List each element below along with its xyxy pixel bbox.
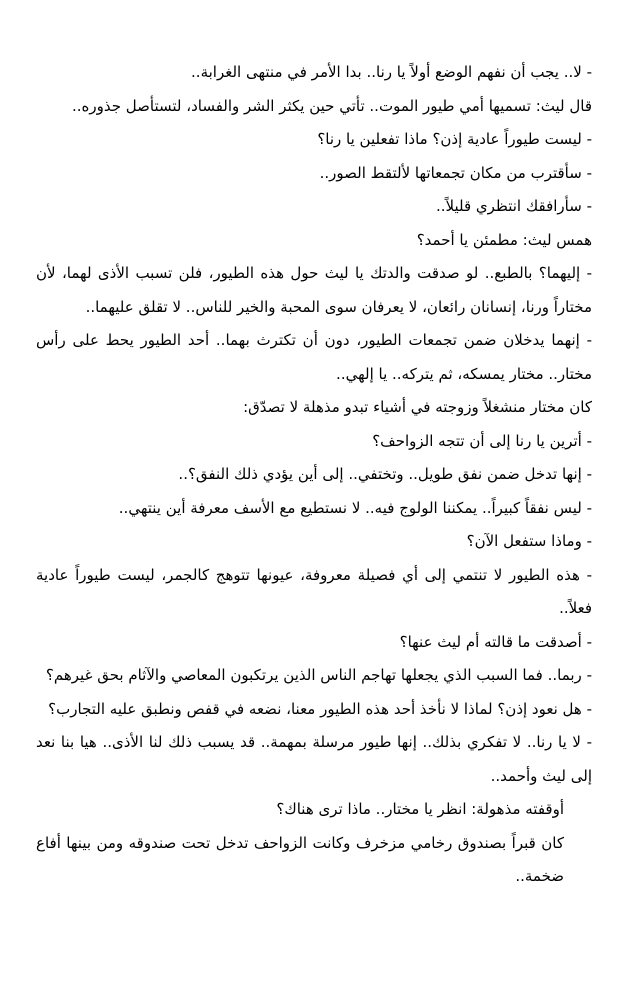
paragraph: كان مختار منشغلاً وزوجته في أشياء تبدو مذهلة لا تصدّق:	[243, 398, 592, 416]
paragraph: - إليهما؟ بالطبع.. لو صدقت والدتك يا ليث حول هذه الطيور، فلن تسبب الأذى لهما، لأن مختاراً ورنا، إنسانان رائعان، لا يعرفان سوى المحبة والخير للناس.. لا تقلق عليهما..	[36, 264, 592, 316]
paragraph: - أصدقت ما قالته أم ليث عنها؟	[399, 632, 592, 651]
paragraph: - وماذا ستفعل الآن؟	[466, 532, 592, 550]
paragraph: أوقفته مذهولة: انظر يا مختار.. ماذا ترى هناك؟	[276, 800, 564, 818]
paragraph: - ليس نفقاً كبيراً.. يمكننا الولوج فيه.. لا نستطيع مع الأسف معرفة أين ينتهي..	[118, 498, 592, 517]
paragraph: - سأقترب من مكان تجمعاتها لألتقط الصور..	[319, 163, 592, 182]
paragraph: - هذه الطيور لا تنتمي إلى أي فصيلة معروفة، عيونها تتوهج كالجمر، ليست طيوراً عادية فعلاً..	[36, 565, 592, 617]
paragraph: - ربما.. فما السبب الذي يجعلها تهاجم الناس الذين يرتكبون المعاصي والآثام بحق غيرهم؟	[45, 666, 592, 684]
paragraph: قال ليث: تسميها أمي طيور الموت.. تأتي حين يكثر الشر والفساد، لتستأصل جذوره..	[72, 96, 592, 115]
paragraph: - أترين يا رنا إلى أن تتجه الزواحف؟	[372, 431, 592, 450]
paragraph: - ليست طيوراً عادية إذن؟ ماذا تفعلين يا رنا؟	[317, 130, 592, 148]
paragraph: - لا يا رنا.. لا تفكري بذلك.. إنها طيور مرسلة بمهمة.. قد يسبب ذلك لنا الأذى.. هيا بنا نعد إلى ليث وأحمد..	[36, 733, 592, 785]
paragraph: كان قبراً بصندوق رخامي مزخرف وكانت الزواحف تدخل تحت صندوقه ومن بينها أفاع ضخمة..	[36, 833, 564, 885]
paragraph: - سأرافقك انتظري قليلاً..	[435, 197, 592, 215]
paragraph: - إنهما يدخلان ضمن تجمعات الطيور، دون أن تكترث بهما.. أحد الطيور يحط على رأس مختار.. مختار يمسكه، ثم يتركه.. يا إلهي..	[36, 331, 592, 383]
paragraph: - هل نعود إذن؟ لماذا لا نأخذ أحد هذه الطيور معنا، نضعه في قفص ونطبق عليه التجارب؟	[48, 699, 592, 718]
paragraph: - إنها تدخل ضمن نفق طويل.. وتختفي.. إلى أين يؤدي ذلك النفق؟..	[178, 465, 592, 483]
paragraph: - لا.. يجب أن نفهم الوضع أولاً يا رنا.. بدا الأمر في منتهى الغرابة..	[191, 63, 592, 81]
paragraph: همس ليث: مطمئن يا أحمد؟	[416, 230, 592, 249]
